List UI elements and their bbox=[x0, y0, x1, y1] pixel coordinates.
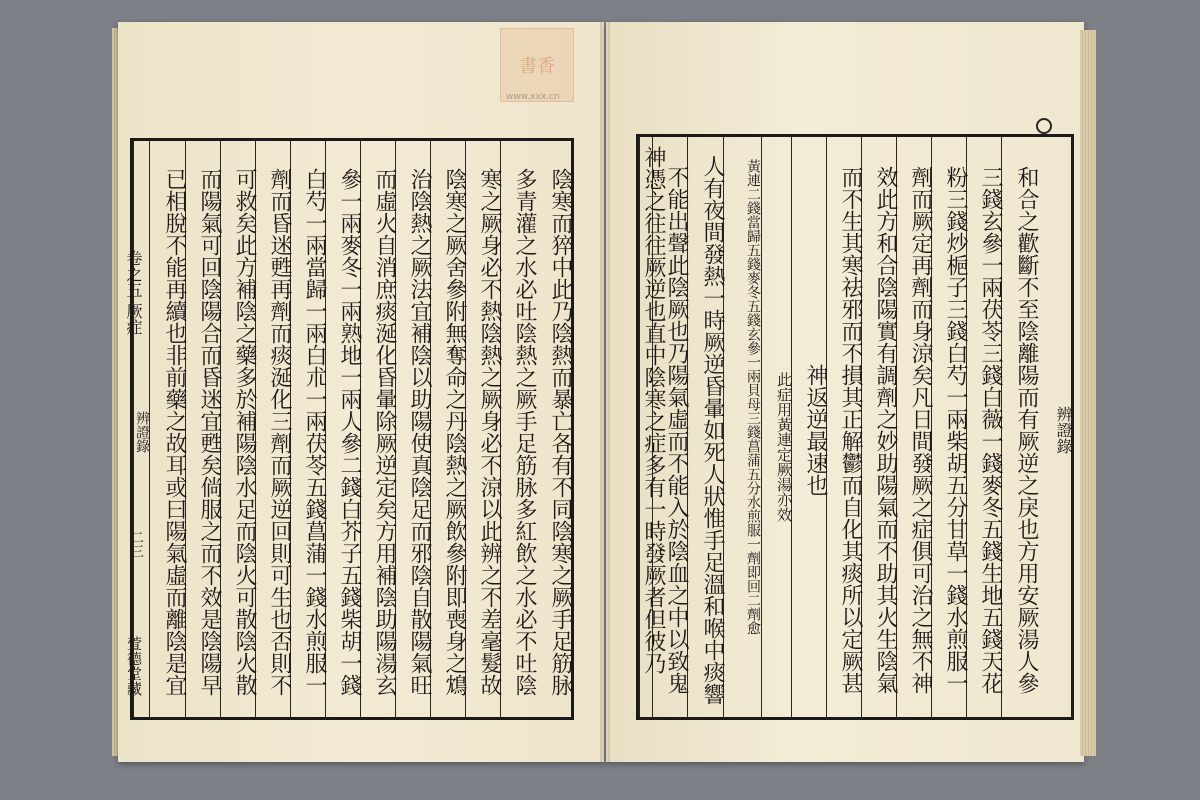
column-text: 不能出聲此陰厥也乃陽氣虛而不能入於陰血之中以致鬼 bbox=[664, 166, 689, 694]
text-column bbox=[149, 141, 185, 717]
column-text: 參一兩麥冬一兩熟地一兩人參二錢白芥子五錢柴胡一錢 bbox=[337, 168, 362, 696]
column-text: 神返逆最速也 bbox=[803, 364, 828, 496]
text-column bbox=[791, 137, 826, 717]
column-text: 劑而昏迷甦再劑而痰涎化三劑而厥逆回則可生也否則不 bbox=[267, 168, 292, 696]
column-text: 已相脫不能再續也非前藥之故耳或曰陽氣虛而離陰是宜 bbox=[162, 168, 187, 696]
column-text: 寒之厥身必不熱陰熱之厥身必不涼以此辨之不差毫髮故 bbox=[477, 168, 502, 696]
text-column bbox=[687, 137, 723, 717]
right-last-column: 神憑之往往厥逆也直中陰寒之症多有一時發厥者但彼乃 bbox=[641, 146, 666, 674]
text-column bbox=[395, 141, 430, 717]
column-text: 陰寒之厥舍參附無奪命之丹陰熱之厥飲參附即喪身之鴆 bbox=[442, 168, 467, 696]
text-column bbox=[826, 137, 861, 717]
column-text: 而不生其寒祛邪而不損其正解鬱而自化其痰所以定厥甚 bbox=[838, 166, 863, 694]
text-column bbox=[220, 141, 255, 717]
margin-publisher: 萱德堂藏 bbox=[125, 636, 143, 696]
watermark-stamp bbox=[500, 28, 574, 102]
column-text: 效此方和合陰陽實有調劑之妙助陽氣而不助其火生陰氣 bbox=[873, 166, 898, 694]
text-column bbox=[723, 137, 761, 717]
text-column bbox=[896, 137, 931, 717]
text-column bbox=[290, 141, 325, 717]
margin-volume: 卷之五 厥症 bbox=[124, 250, 143, 336]
margin-book-title: 辨證錄 bbox=[134, 411, 150, 453]
stamp-text: 書香 bbox=[519, 56, 555, 77]
right-page-edge bbox=[1080, 30, 1096, 756]
column-text: 白芍一兩當歸一兩白朮一兩茯苓五錢菖蒲一錢水煎服一 bbox=[302, 168, 327, 696]
column-text: 可救矣此方補陰之藥多於補陽陰水足而陰火可散陰火散 bbox=[232, 168, 257, 696]
column-text: 此症用黃連定厥湯亦效 bbox=[775, 372, 793, 522]
book-spine bbox=[600, 22, 610, 762]
text-column bbox=[430, 141, 465, 717]
column-text: 三錢玄參一兩茯苓三錢白薇一錢麥冬五錢生地五錢天花 bbox=[978, 166, 1003, 694]
margin-column bbox=[1037, 137, 1071, 717]
margin-book-title: 辨證錄 bbox=[1054, 406, 1073, 454]
right-text-frame bbox=[636, 134, 1074, 720]
text-column bbox=[465, 141, 500, 717]
text-column bbox=[185, 141, 220, 717]
column-text: 黃連二錢當歸五錢麥冬五錢玄參一兩貝母三錢菖蒲五分水煎服一劑即回二劑愈 bbox=[745, 159, 761, 635]
column-text: 多青灌之水必吐陰熱之厥手足筋脉多紅飲之水必不吐陰 bbox=[512, 168, 537, 696]
column-text: 陰寒而猝中此乃陰熱而暴亡各有不同陰寒之厥手足筋脉 bbox=[548, 168, 573, 696]
watermark-url: www.xxx.cn bbox=[506, 92, 560, 102]
column-text: 和合之歡斷不至陰離陽而有厥逆之戾也方用安厥湯人參 bbox=[1014, 166, 1039, 694]
column-text: 劑而厥定再劑而身涼矣凡日間發厥之症俱可治之無不神 bbox=[908, 166, 933, 694]
column-text: 而虛火自消庶痰涎化昏暈除厥逆定矣方用補陰助陽湯玄 bbox=[372, 168, 397, 696]
column-text: 治陰熱之厥法宜補陰以助陽使真陰足而邪陰自散陽氣旺 bbox=[407, 168, 432, 696]
text-column bbox=[325, 141, 360, 717]
text-column bbox=[500, 141, 535, 717]
text-column bbox=[861, 137, 896, 717]
column-text: 人有夜間發熱一時厥逆昏暈如死人狀惟手足溫和喉中痰響 bbox=[700, 155, 725, 705]
text-column bbox=[535, 141, 571, 717]
text-column bbox=[931, 137, 966, 717]
margin-column bbox=[133, 141, 149, 717]
column-text: 而陽氣可回陰陽合而昏迷宜甦矣倘服之而不效是陰陽早 bbox=[197, 168, 222, 696]
margin-page-number: 二三 bbox=[128, 530, 144, 558]
binding-hole bbox=[1036, 118, 1052, 134]
text-column bbox=[966, 137, 1001, 717]
text-column bbox=[255, 141, 290, 717]
text-column bbox=[360, 141, 395, 717]
text-column bbox=[1001, 137, 1037, 717]
column-text: 粉三錢炒梔子三錢白芍一兩柴胡五分甘草一錢水煎服一 bbox=[943, 166, 968, 694]
left-text-frame bbox=[130, 138, 574, 720]
text-column bbox=[761, 137, 791, 717]
